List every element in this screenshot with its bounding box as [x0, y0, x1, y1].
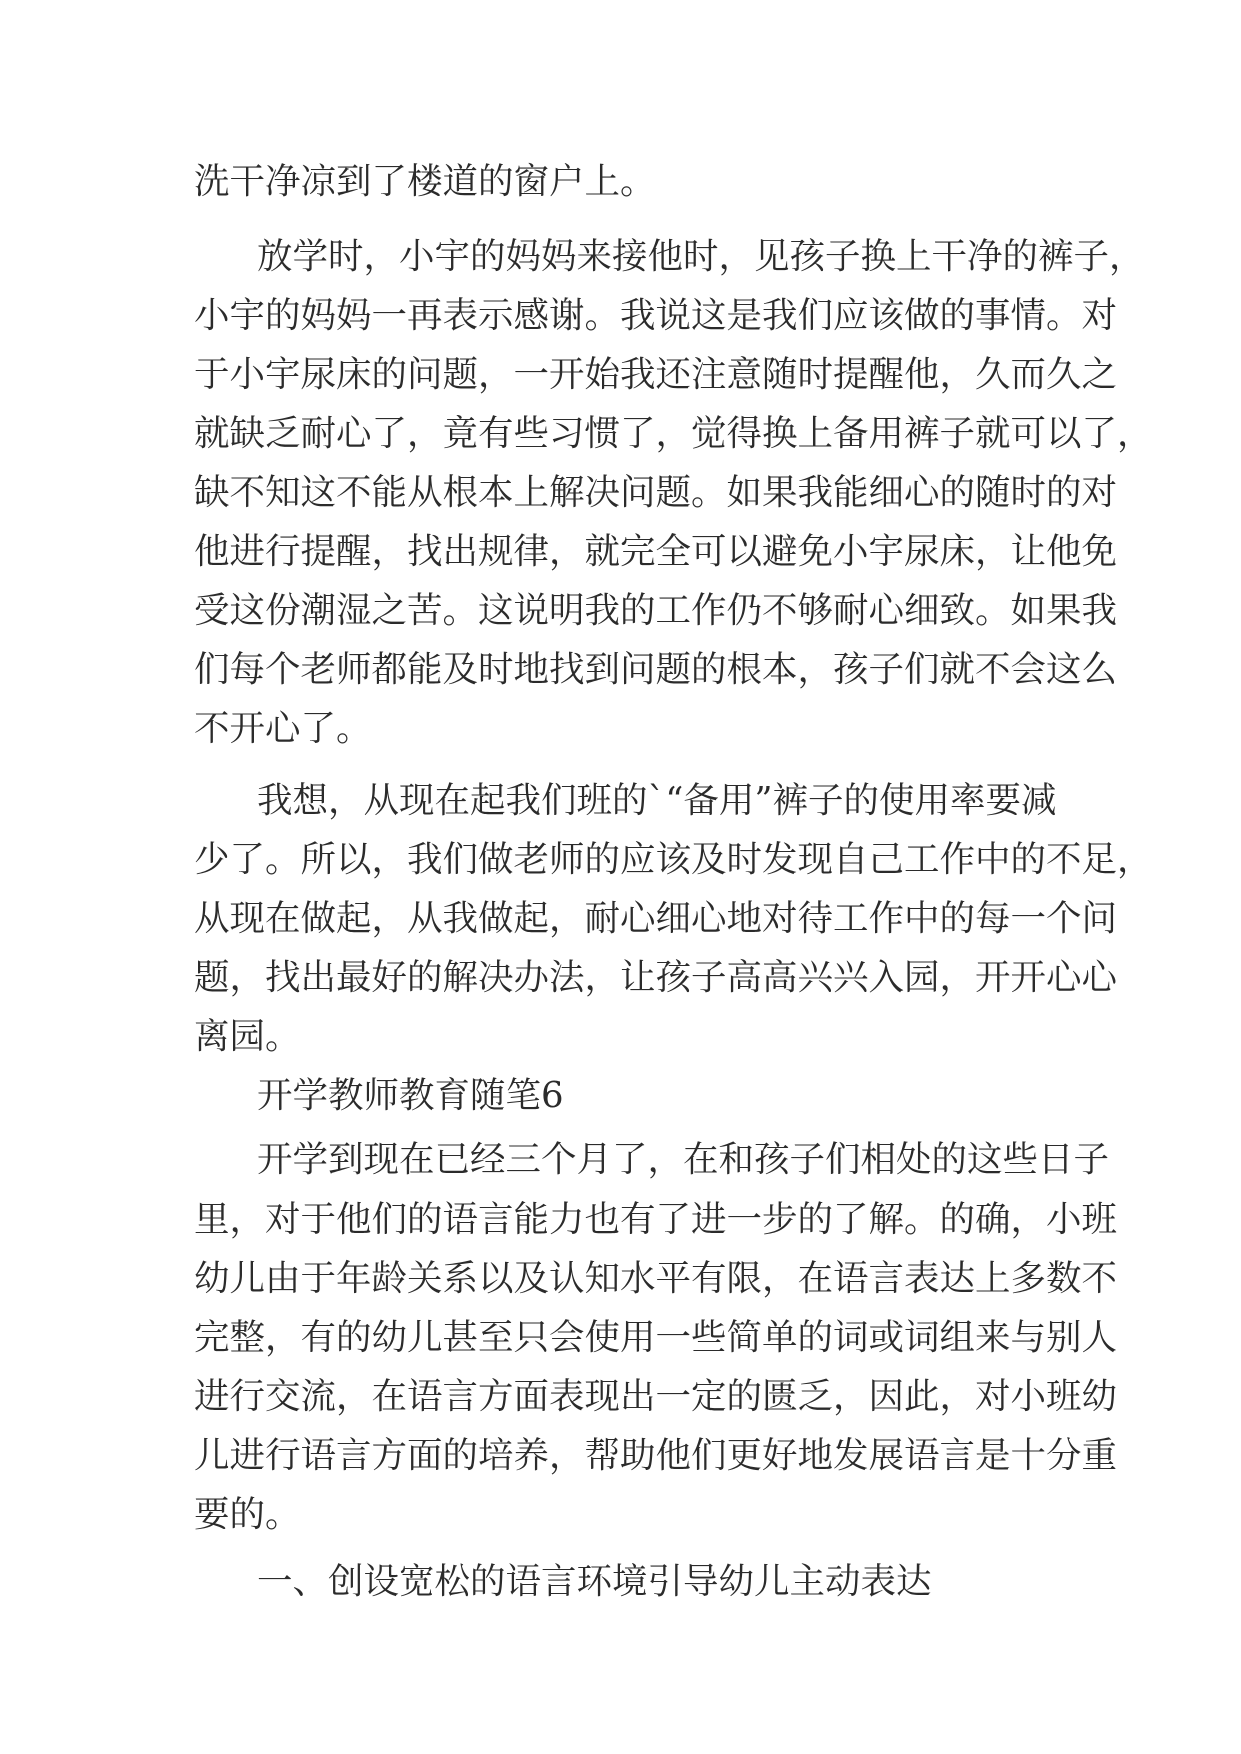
text-line: 少了。所以，我们做老师的应该及时发现自己工作中的不足，	[194, 839, 1153, 880]
subsection-heading: 一、创设宽松的语言环境引导幼儿主动表达	[257, 1561, 932, 1602]
paragraph-start-line: 开学到现在已经三个月了，在和孩子们相处的这些日子	[257, 1139, 1110, 1180]
text-line: 里，对于他们的语言能力也有了进一步的了解。的确，小班	[194, 1199, 1118, 1240]
text-line: 缺不知这不能从根本上解决问题。如果我能细心的随时的对	[194, 472, 1118, 513]
text-line: 要的。	[194, 1494, 301, 1535]
text-line: 小宇的妈妈一再表示感谢。我说这是我们应该做的事情。对	[194, 295, 1118, 336]
paragraph-start-line: 我想，从现在起我们班的`“备用”裤子的使用率要减	[257, 780, 1057, 821]
text-line: 们每个老师都能及时地找到问题的根本，孩子们就不会这么	[194, 649, 1118, 690]
text-line: 进行交流，在语言方面表现出一定的匮乏，因此，对小班幼	[194, 1376, 1118, 1417]
text-line: 不开心了。	[194, 708, 372, 749]
text-line: 他进行提醒，找出规律，就完全可以避免小宇尿床，让他免	[194, 531, 1118, 572]
text-line: 题，找出最好的解决办法，让孩子高高兴兴入园，开开心心	[194, 957, 1118, 998]
text-line: 幼儿由于年龄关系以及认知水平有限，在语言表达上多数不	[194, 1258, 1118, 1299]
text-line: 就缺乏耐心了，竟有些习惯了，觉得换上备用裤子就可以了，	[194, 413, 1153, 454]
paragraph-start-line: 放学时，小宇的妈妈来接他时，见孩子换上干净的裤子，	[257, 236, 1145, 277]
text-line: 离园。	[194, 1016, 301, 1057]
text-line: 于小宇尿床的问题，一开始我还注意随时提醒他，久而久之	[194, 354, 1118, 395]
text-line: 受这份潮湿之苦。这说明我的工作仍不够耐心细致。如果我	[194, 590, 1118, 631]
text-line: 完整，有的幼儿甚至只会使用一些简单的词或词组来与别人	[194, 1317, 1118, 1358]
text-line: 从现在做起，从我做起，耐心细心地对待工作中的每一个问	[194, 898, 1118, 939]
text-line: 儿进行语言方面的培养，帮助他们更好地发展语言是十分重	[194, 1435, 1118, 1476]
section-heading: 开学教师教育随笔6	[257, 1075, 564, 1116]
text-line: 洗干净凉到了楼道的窗户上。	[194, 161, 656, 202]
